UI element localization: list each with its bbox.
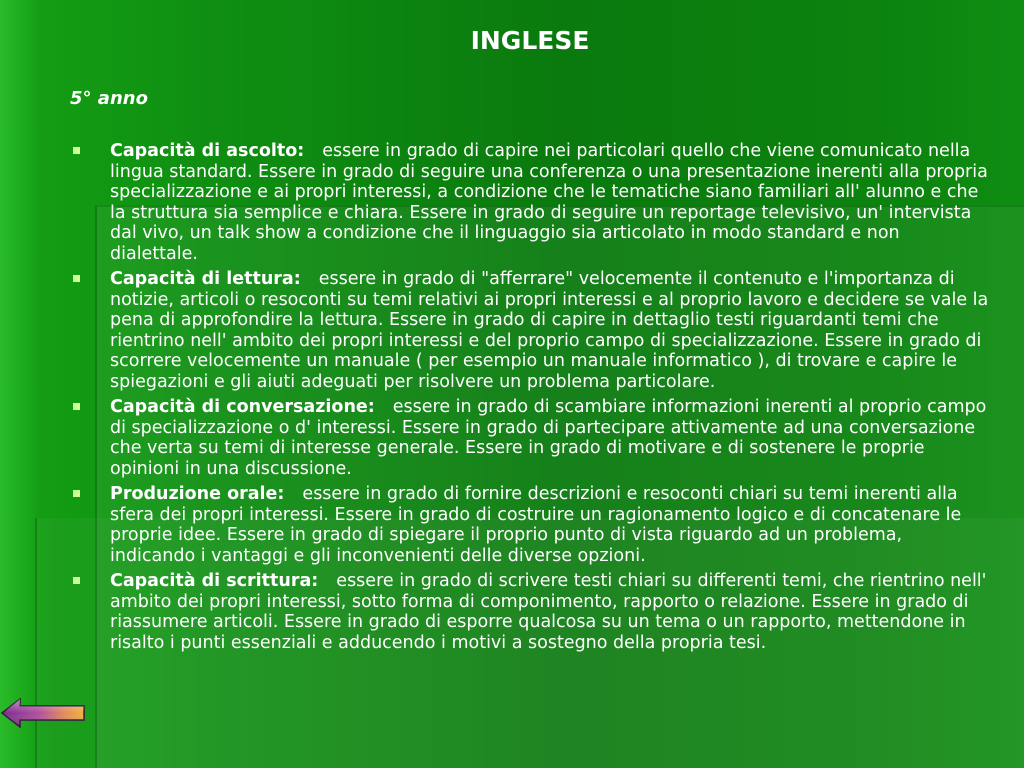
- bullet-item-conversazione: [72, 397, 992, 479]
- bullet-item-ascolto: [72, 141, 992, 264]
- bullet-item-lettura: [72, 269, 992, 392]
- bullet-square-icon: [73, 403, 80, 410]
- bullet-label: Capacità di lettura:: [110, 269, 301, 289]
- bullet-label: Capacità di ascolto:: [110, 141, 305, 161]
- bullet-text: essere in grado di fornire descrizioni e resoconti chiari su temi inerenti alla sfera dei propri interessi. Essere in grado di costruire un ragionamento logico e di concatenare le proprie idee. Essere in grado di spiegare il proprio punto di vista riguardo ad un problema, indicando i vantaggi e gli inconvenienti delle diverse opzioni.: [110, 484, 962, 566]
- bullet-text: essere in grado di "afferrare" velocemente il contenuto e l'importanza di notizie, articoli o resoconti su temi relativi ai propri interessi e al proprio lavoro e decidere se vale la pena di approfondire la lettura. Essere in grado di capire in dettaglio testi riguardanti temi che rientrino nell' ambito dei propri interessi e del proprio campo di specializzazione. Essere in grado di scorrere velocemente un manuale ( per esempio un manuale informatico ), di trovare e capire le spiegazioni e gli aiuti adeguati per risolvere un problema particolare.: [110, 269, 989, 392]
- back-navigation-button[interactable]: [0, 696, 86, 730]
- bullet-square-icon: [73, 577, 80, 584]
- bullet-square-icon: [73, 490, 80, 497]
- slide-subtitle: 5° anno: [70, 88, 148, 109]
- bullet-label: Produzione orale:: [110, 484, 285, 504]
- bullet-label: Capacità di scrittura:: [110, 571, 319, 591]
- bullet-item-produzione-orale: [72, 484, 992, 566]
- slide-title: INGLESE: [470, 26, 590, 55]
- bullet-list: [72, 141, 992, 658]
- bullet-text: essere in grado di capire nei particolari quello che viene comunicato nella lingua standard. Essere in grado di seguire una conferenza o una presentazione inerenti alla propria specializzazione e ai propri interessi, a condizione che le tematiche siano familiari all' alunno e che la struttura sia semplice e chiara. Essere in grado di seguire un reportage televisivo, un' intervista dal vivo, un talk show a condizione che il linguaggio sia articolato in modo standard e non dialettale.: [110, 141, 988, 264]
- bullet-text: essere in grado di scambiare informazioni inerenti al proprio campo di specializzazione o d' interessi. Essere in grado di partecipare attivamente ad una conversazione che verta su temi di interesse generale. Essere in grado di motivare e di sostenere le proprie opinioni in una discussione.: [110, 397, 987, 479]
- bullet-text: essere in grado di scrivere testi chiari su differenti temi, che rientrino nell' ambito dei propri interessi, sotto forma di componimento, rapporto o relazione. Essere in grado di riassumere articoli. Essere in grado di esporre qualcosa su un tema o un rapporto, mettendone in risalto i punti essenziali e adducendo i motivi a sostegno della propria tesi.: [110, 571, 987, 653]
- bullet-item-scrittura: [72, 571, 992, 653]
- back-arrow-icon: [0, 696, 86, 730]
- bullet-square-icon: [73, 275, 80, 282]
- bullet-label: Capacità di conversazione:: [110, 397, 375, 417]
- bullet-square-icon: [73, 147, 80, 154]
- left-glow-decoration: [0, 0, 40, 768]
